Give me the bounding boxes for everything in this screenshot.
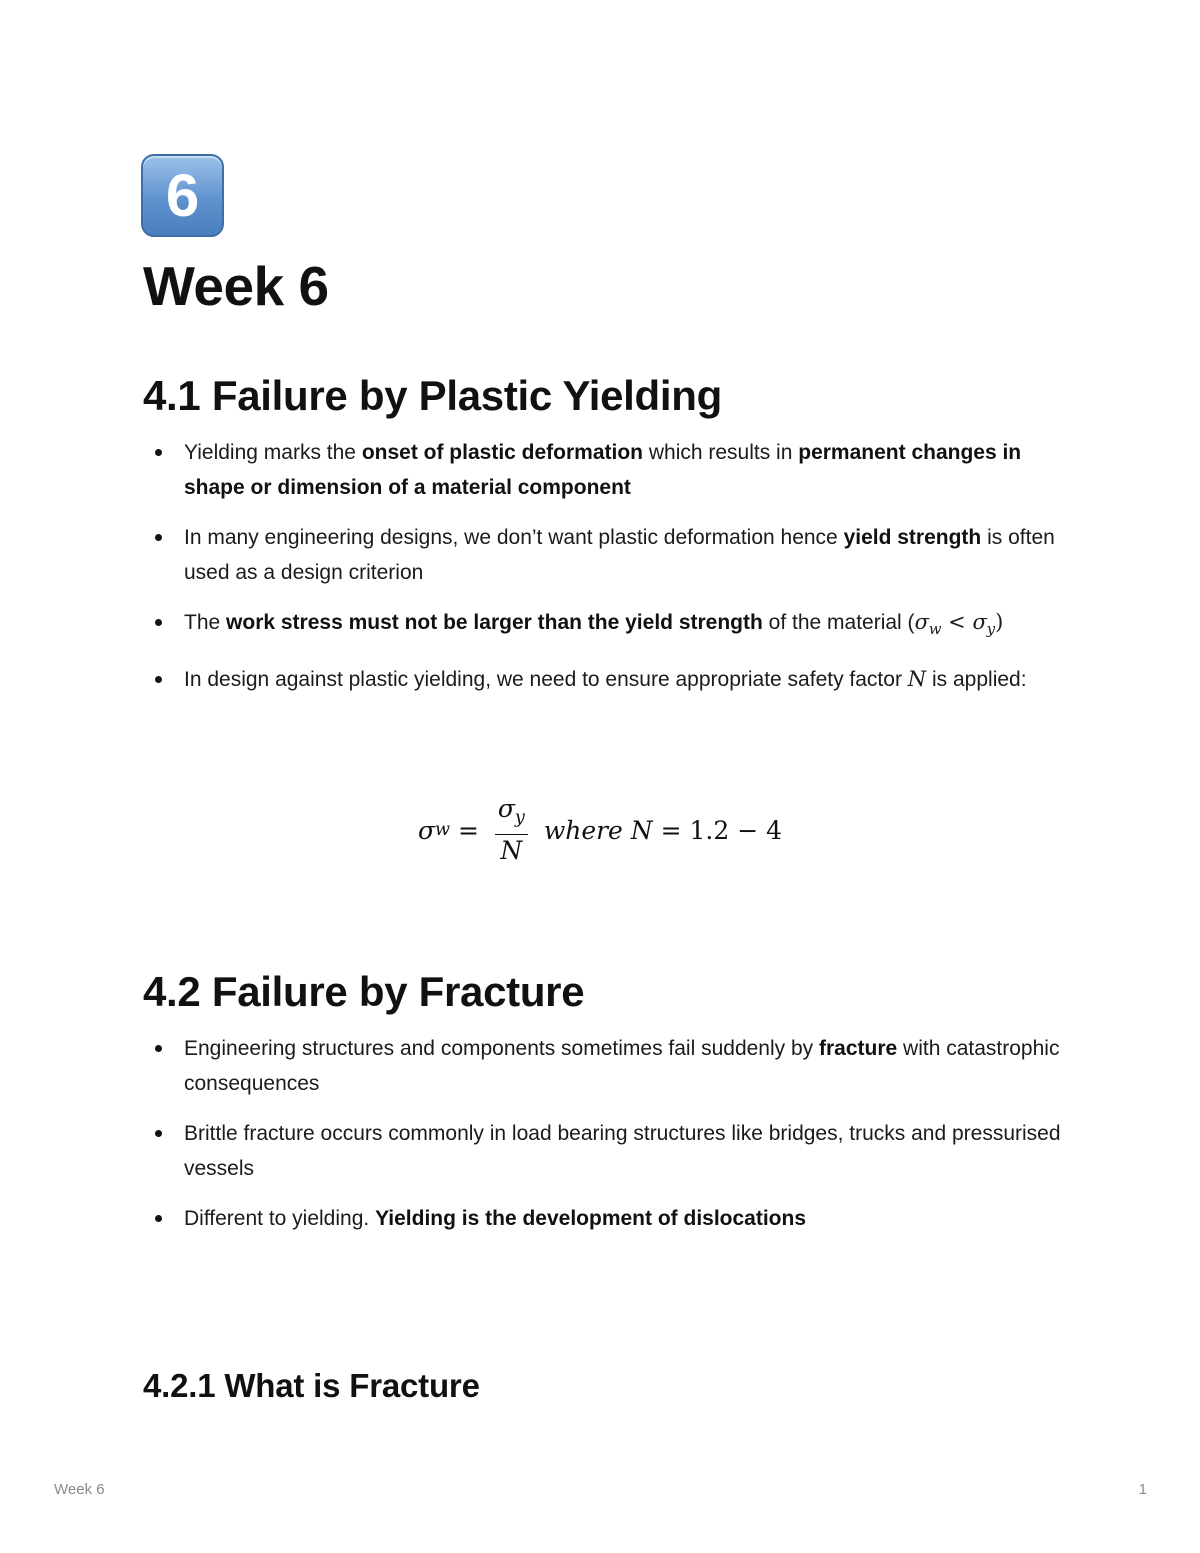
section-4-2-heading: 4.2 Failure by Fracture — [143, 968, 585, 1015]
list-item — [143, 435, 1068, 505]
math-symbol: σ — [972, 610, 987, 634]
bold-text: work stress must not be larger than the yield strength — [226, 611, 763, 634]
footer-page-number: 1 — [1138, 1481, 1147, 1498]
section-4-2-list — [143, 1031, 1068, 1251]
bold-text: onset of plastic deformation — [361, 441, 644, 464]
text-run: is applied: — [926, 668, 1027, 692]
bold-text: yield strength — [843, 526, 982, 549]
fraction — [495, 795, 528, 865]
page-title: Week 6 — [143, 255, 329, 317]
text-run: Different to yielding. — [184, 1207, 376, 1230]
math-paren: ) — [995, 610, 1004, 634]
math-text: where N — [543, 815, 653, 845]
bullet-dot-icon — [155, 676, 162, 683]
text-run: of the material ( — [762, 611, 915, 634]
list-item — [143, 1116, 1068, 1186]
text-run: Yielding marks the — [184, 441, 362, 464]
text-run: Brittle fracture occurs commonly in load bearing structures like bridges, trucks and pressurised vessels — [184, 1122, 1061, 1180]
text-run: is often used as a design criterion — [184, 526, 1055, 584]
bullet-dot-icon — [155, 1045, 162, 1052]
math-subscript: w — [928, 621, 942, 639]
text-run: In many engineering designs, we don’t want plastic deformation hence — [184, 526, 844, 549]
math-expression: = 1.2 − 4 — [652, 815, 783, 845]
list-item — [143, 520, 1068, 590]
text-run: In design against plastic yielding, we need to ensure appropriate safety factor — [184, 668, 908, 692]
safety-factor-formula — [0, 795, 1200, 865]
bullet-dot-icon — [155, 619, 162, 626]
section-4-2-1-heading: 4.2.1 What is Fracture — [143, 1367, 480, 1404]
fraction-numerator — [495, 795, 528, 835]
math-subscript: w — [435, 820, 450, 841]
bold-text: permanent changes in shape or dimension of a material component — [184, 441, 1022, 499]
math-subscript: y — [514, 808, 525, 829]
bullet-dot-icon — [155, 1215, 162, 1222]
text-run: The — [184, 611, 227, 634]
math-operator: < — [941, 610, 973, 634]
inline-math — [914, 610, 1004, 639]
math-subscript: y — [986, 621, 996, 639]
bullet-dot-icon — [155, 534, 162, 541]
keycap-six-icon — [141, 154, 224, 237]
bullet-dot-icon — [155, 449, 162, 456]
math-symbol: σ — [914, 610, 929, 634]
list-item — [143, 605, 1068, 647]
math-symbol: σ — [417, 815, 436, 845]
text-run: Engineering structures and components sometimes fail suddenly by — [184, 1037, 820, 1060]
bold-text: Yielding is the development of dislocations — [375, 1207, 807, 1230]
bold-text: fracture — [819, 1037, 898, 1060]
math-symbol: σ — [497, 794, 515, 823]
math-operator: = — [450, 815, 487, 845]
fraction-denominator: N — [500, 836, 523, 866]
list-item — [143, 1201, 1068, 1236]
section-4-1-list — [143, 435, 1068, 712]
section-4-1-heading: 4.1 Failure by Plastic Yielding — [143, 372, 722, 419]
keycap-six-glyph: 6 — [165, 161, 200, 229]
footer-page-title: Week 6 — [54, 1481, 105, 1498]
list-item — [143, 1031, 1068, 1101]
list-item — [143, 662, 1068, 697]
text-run: with catastrophic consequences — [184, 1037, 1060, 1095]
inline-math: N — [907, 667, 927, 692]
text-run: which results in — [643, 441, 799, 464]
bullet-dot-icon — [155, 1130, 162, 1137]
